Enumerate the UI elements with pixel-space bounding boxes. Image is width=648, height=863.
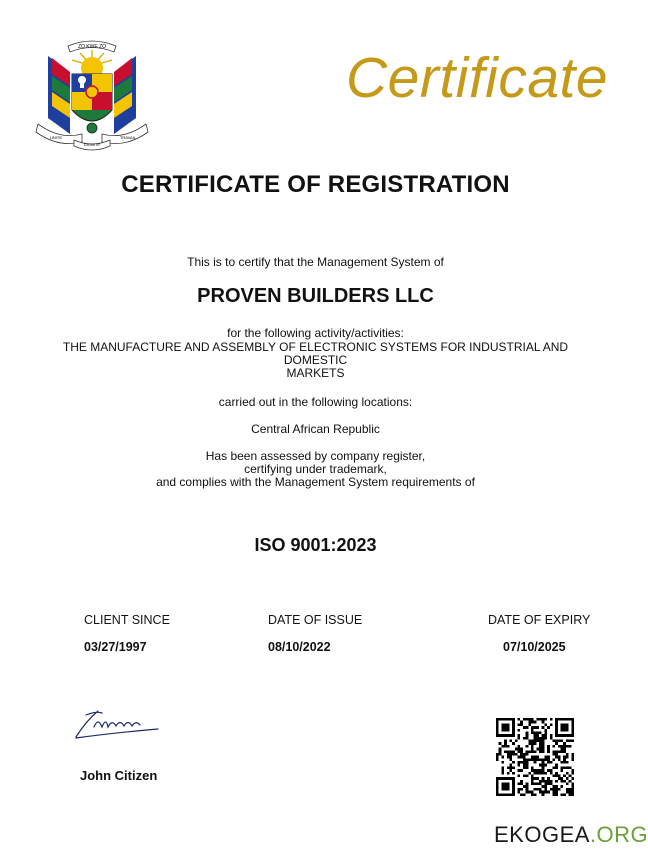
date-of-expiry-value: 07/10/2025 [503,640,566,654]
brand-watermark[interactable] [494,822,648,848]
locations-intro: carried out in the following locations: [218,395,413,409]
date-of-expiry-label: DATE OF EXPIRY [488,613,591,627]
motto-text: ZO KWE ZO [77,44,107,50]
date-of-issue-value: 08/10/2022 [268,640,331,654]
svg-text:DIGNITE: DIGNITE [83,142,101,147]
activity-line-3: MARKETS [286,366,345,380]
brand-domain: .ORG [589,822,648,847]
date-of-issue-label: DATE OF ISSUE [268,613,363,627]
assessed-line-3: and complies with the Management System requirements of [156,475,475,489]
page-title: CERTIFICATE OF REGISTRATION [121,171,510,198]
activity-intro: for the following activity/activities: [227,326,404,340]
certificate-heading: Certificate [346,46,609,110]
brand-name: EKOGEA [494,822,590,847]
location-text: Central African Republic [251,422,380,436]
activity-line-1: THE MANUFACTURE AND ASSEMBLY OF ELECTRONIC SYSTEMS FOR INDUSTRIAL AND [62,340,569,354]
signer-name: John Citizen [80,768,158,783]
assessed-line-1: Has been assessed by company register, [205,449,426,463]
activity-line-2: DOMESTIC [283,353,348,367]
svg-text:TRAVAIL: TRAVAIL [119,135,137,140]
client-since-value: 03/27/1997 [84,640,147,654]
company-name: PROVEN BUILDERS LLC [197,285,434,307]
qr-code-icon[interactable] [496,718,574,796]
coat-of-arms-icon [30,36,154,152]
svg-text:UNITE: UNITE [50,135,62,140]
assessed-line-2: certifying under trademark, [244,462,387,476]
handwritten-signature-icon [72,707,162,741]
intro-text: This is to certify that the Management System of [187,255,444,269]
client-since-label: CLIENT SINCE [84,613,170,627]
iso-standard: ISO 9001:2023 [254,535,377,555]
